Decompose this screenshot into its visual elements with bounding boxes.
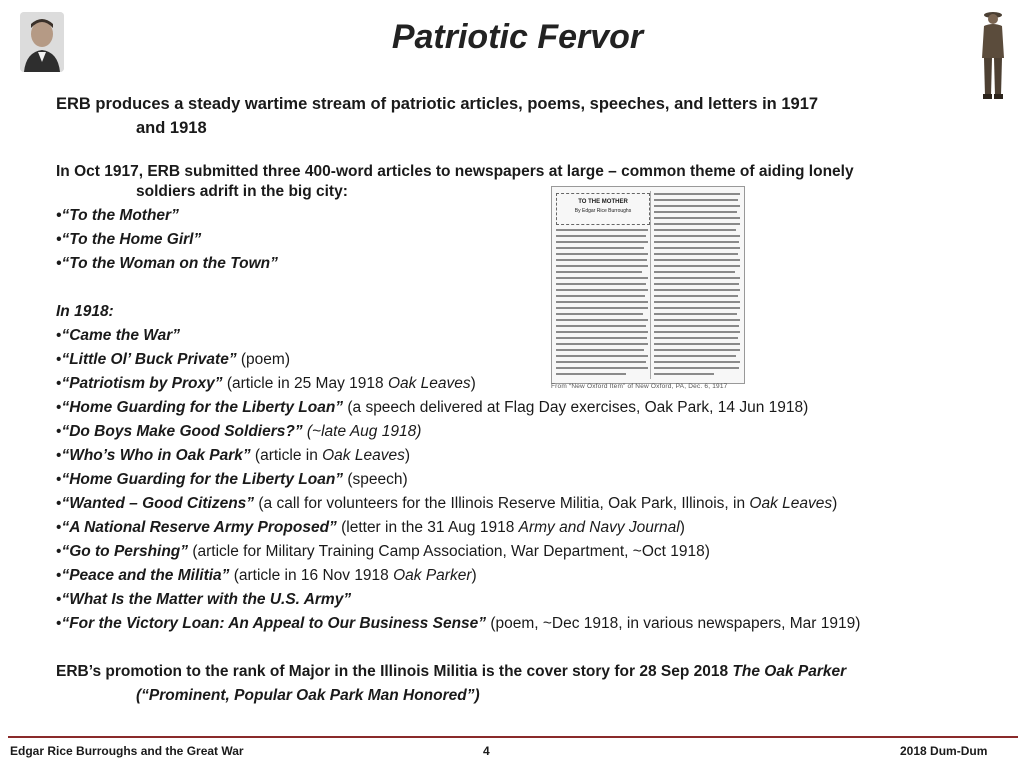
work-note-end: ) bbox=[832, 495, 838, 512]
list-item: •“Peace and the Militia” (article in 16 Nov 1918 Oak Parker) bbox=[56, 567, 477, 584]
list-item: •“Who’s Who in Oak Park” (article in Oak Leaves) bbox=[56, 447, 411, 464]
work-note: (a speech delivered at Flag Day exercises, Oak Park, 14 Jun 1918) bbox=[343, 399, 809, 416]
work-title: “What Is the Matter with the U.S. Army” bbox=[61, 591, 352, 608]
work-note-end: ) bbox=[471, 567, 477, 584]
work-title: “Who’s Who in Oak Park” bbox=[61, 447, 251, 464]
list-item: •“For the Victory Loan: An Appeal to Our Business Sense” (poem, ~Dec 1918, in various newspapers, Mar 1919) bbox=[56, 615, 861, 632]
work-note: (article for Military Training Camp Association, War Department, ~Oct 1918) bbox=[188, 543, 710, 560]
work-publication: Army and Navy Journal bbox=[518, 519, 680, 536]
newspaper-clipping bbox=[551, 186, 745, 384]
work-title: “Came the War” bbox=[61, 327, 181, 344]
article-1917-home-girl: •“To the Home Girl” bbox=[56, 231, 202, 248]
work-title: “A National Reserve Army Proposed” bbox=[61, 519, 337, 536]
work-publication: Oak Leaves bbox=[322, 447, 405, 464]
work-note: (article in bbox=[250, 447, 323, 464]
page-title: Patriotic Fervor bbox=[391, 18, 644, 56]
clipping-headline: TO THE MOTHER bbox=[578, 199, 628, 205]
work-title: “Little Ol’ Buck Private” bbox=[61, 351, 237, 368]
work-note: (article in 25 May 1918 bbox=[222, 375, 388, 392]
list-item: •“Do Boys Make Good Soldiers?” (~late Aug 1918) bbox=[56, 423, 422, 440]
article-1917-woman-town: •“To the Woman on the Town” bbox=[56, 255, 278, 272]
work-publication: Oak Parker bbox=[393, 567, 472, 584]
promotion-text-cont: (“Prominent, Popular Oak Park Man Honored”) bbox=[136, 687, 480, 704]
list-item: •“Came the War” bbox=[56, 327, 181, 344]
work-note: (letter in the 31 Aug 1918 bbox=[336, 519, 519, 536]
work-title: “Patriotism by Proxy” bbox=[61, 375, 223, 392]
article-1917-mother: •“To the Mother” bbox=[56, 207, 179, 224]
work-note: (speech) bbox=[343, 471, 408, 488]
list-item: •“Wanted – Good Citizens” (a call for volunteers for the Illinois Reserve Militia, Oak Park, Illinois, in Oak Leaves) bbox=[56, 495, 838, 512]
work-title: “Go to Pershing” bbox=[61, 543, 189, 560]
work-publication: Oak Leaves bbox=[749, 495, 833, 512]
soldier-figure-image bbox=[972, 6, 1014, 102]
clipping-byline: By Edgar Rice Burroughs bbox=[574, 208, 632, 214]
work-note: (poem, ~Dec 1918, in various newspapers, Mar 1919) bbox=[486, 615, 861, 632]
work-note: (article in 16 Nov 1918 bbox=[229, 567, 394, 584]
work-title: “Home Guarding for the Liberty Loan” bbox=[61, 399, 344, 416]
clipping-caption: From “New Oxford Item” of New Oxford, PA, Dec. 6, 1917 bbox=[551, 383, 728, 390]
work-note-end: ) bbox=[404, 447, 411, 464]
list-item: •“Home Guarding for the Liberty Loan” (speech) bbox=[56, 471, 408, 488]
list-item: •“Home Guarding for the Liberty Loan” (a speech delivered at Flag Day exercises, Oak Park, 14 Jun 1918) bbox=[56, 399, 809, 416]
footer-page-number: 4 bbox=[483, 744, 490, 758]
footer-title: Edgar Rice Burroughs and the Great War bbox=[10, 744, 244, 758]
list-item: •“Go to Pershing” (article for Military Training Camp Association, War Department, ~Oct 1918) bbox=[56, 543, 710, 560]
oct-1917-text-cont: soldiers adrift in the big city: bbox=[136, 183, 348, 200]
erb-portrait-image bbox=[20, 12, 64, 72]
intro-text: ERB produces a steady wartime stream of patriotic articles, poems, speeches, and letters in 1917 bbox=[56, 95, 819, 113]
promotion-text: ERB’s promotion to the rank of Major in the Illinois Militia is the cover story for 28 Sep 2018 The Oak Parker bbox=[56, 663, 847, 680]
work-publication: Oak Leaves bbox=[387, 375, 471, 392]
list-item: •“Little Ol’ Buck Private” (poem) bbox=[56, 351, 290, 368]
footer-event: 2018 Dum-Dum bbox=[900, 744, 988, 758]
list-item: •“Patriotism by Proxy” (article in 25 May 1918 Oak Leaves) bbox=[56, 375, 476, 392]
work-title: “Home Guarding for the Liberty Loan” bbox=[61, 471, 344, 488]
oct-1917-text: In Oct 1917, ERB submitted three 400-word articles to newspapers at large – common theme of aiding lonely bbox=[56, 163, 854, 180]
work-note-end: ) bbox=[470, 375, 476, 392]
work-title: “Wanted – Good Citizens” bbox=[61, 495, 255, 512]
work-title: “Peace and the Militia” bbox=[61, 567, 230, 584]
work-title: “For the Victory Loan: An Appeal to Our Business Sense” bbox=[61, 615, 487, 632]
in-1918-heading: In 1918: bbox=[56, 303, 114, 320]
work-note-end: ) bbox=[679, 519, 685, 536]
intro-text-cont: and 1918 bbox=[136, 119, 207, 137]
work-title: “Do Boys Make Good Soldiers?” bbox=[61, 423, 303, 440]
list-item: •“What Is the Matter with the U.S. Army” bbox=[56, 591, 352, 608]
footer-divider bbox=[8, 736, 1018, 738]
work-note: (a call for volunteers for the Illinois Reserve Militia, Oak Park, Illinois, in bbox=[254, 495, 750, 512]
work-note: (poem) bbox=[236, 351, 290, 368]
list-item: •“A National Reserve Army Proposed” (letter in the 31 Aug 1918 Army and Navy Journal) bbox=[56, 519, 685, 536]
work-publication: (~late Aug 1918) bbox=[302, 423, 422, 440]
